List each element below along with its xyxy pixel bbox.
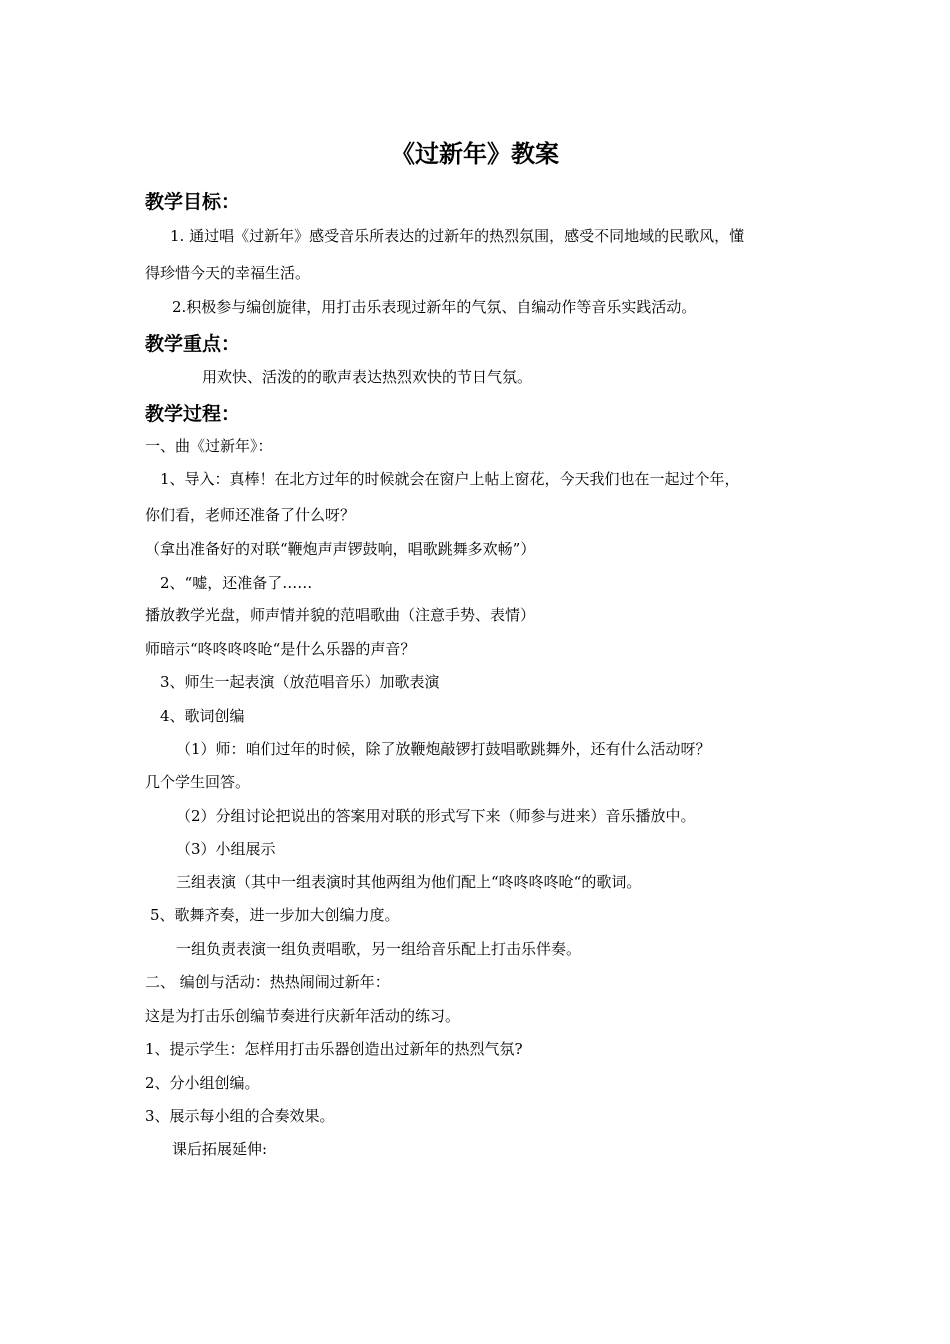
process-line-6: 播放教学光盘，师声情并貌的范唱歌曲（注意手势、表情） bbox=[145, 606, 536, 624]
process-line-17: 二、 编创与活动：热热闹闹过新年： bbox=[145, 973, 390, 991]
process-line-10: （1）师：咱们过年的时候，除了放鞭炮敲锣打鼓唱歌跳舞外，还有什么活动呀？ bbox=[176, 740, 711, 758]
process-line-1: 一、曲《过新年》： bbox=[145, 437, 273, 455]
process-line-14: 三组表演（其中一组表演时其他两组为他们配上“咚咚咚咚呛“的歌词。 bbox=[176, 873, 642, 891]
objectives-line-1: 1. 通过唱《过新年》感受音乐所表达的过新年的热烈氛围，感受不同地域的民歌风，懂 bbox=[170, 227, 745, 245]
process-line-4: （拿出准备好的对联“鞭炮声声锣鼓响，唱歌跳舞多欢畅”） bbox=[145, 540, 536, 558]
process-line-11: 几个学生回答。 bbox=[145, 773, 251, 791]
process-line-16: 一组负责表演一组负责唱歌，另一组给音乐配上打击乐伴奏。 bbox=[176, 940, 582, 958]
process-line-13: （3）小组展示 bbox=[176, 840, 276, 858]
key-points-line-1: 用欢快、活泼的的歌声表达热烈欢快的节日气氛。 bbox=[202, 368, 533, 386]
key-points-heading: 教学重点： bbox=[145, 333, 241, 355]
process-line-9: 4、歌词创编 bbox=[160, 707, 245, 725]
objectives-heading: 教学目标： bbox=[145, 191, 241, 213]
process-line-22: 课后拓展延伸: bbox=[172, 1140, 268, 1158]
process-line-7: 师暗示“咚咚咚咚呛“是什么乐器的声音？ bbox=[145, 640, 416, 658]
process-line-21: 3、展示每小组的合奏效果。 bbox=[145, 1107, 335, 1125]
process-line-3: 你们看，老师还准备了什么呀？ bbox=[145, 506, 356, 524]
process-heading: 教学过程： bbox=[145, 403, 241, 425]
document-title: 《过新年》教案 bbox=[391, 140, 559, 168]
process-line-15: 5、歌舞齐奏，进一步加大创编力度。 bbox=[150, 906, 400, 924]
process-line-8: 3、师生一起表演（放范唱音乐）加歌表演 bbox=[160, 673, 440, 691]
objectives-line-3: 2.积极参与编创旋律，用打击乐表现过新年的气氛、自编动作等音乐实践活动。 bbox=[172, 298, 697, 316]
process-line-12: （2）分组讨论把说出的答案用对联的形式写下来（师参与进来）音乐播放中。 bbox=[176, 807, 696, 825]
process-line-20: 2、分小组创编。 bbox=[145, 1074, 260, 1092]
process-line-5: 2、“嘘，还准备了…… bbox=[160, 574, 313, 592]
process-line-19: 1、提示学生：怎样用打击乐器创造出过新年的热烈气氛? bbox=[145, 1040, 523, 1058]
objectives-line-2: 得珍惜今天的幸福生活。 bbox=[145, 264, 311, 282]
process-line-2: 1、导入：真棒！在北方过年的时候就会在窗户上帖上窗花，今天我们也在一起过个年， bbox=[160, 470, 740, 488]
process-line-18: 这是为打击乐创编节奏进行庆新年活动的练习。 bbox=[145, 1007, 461, 1025]
